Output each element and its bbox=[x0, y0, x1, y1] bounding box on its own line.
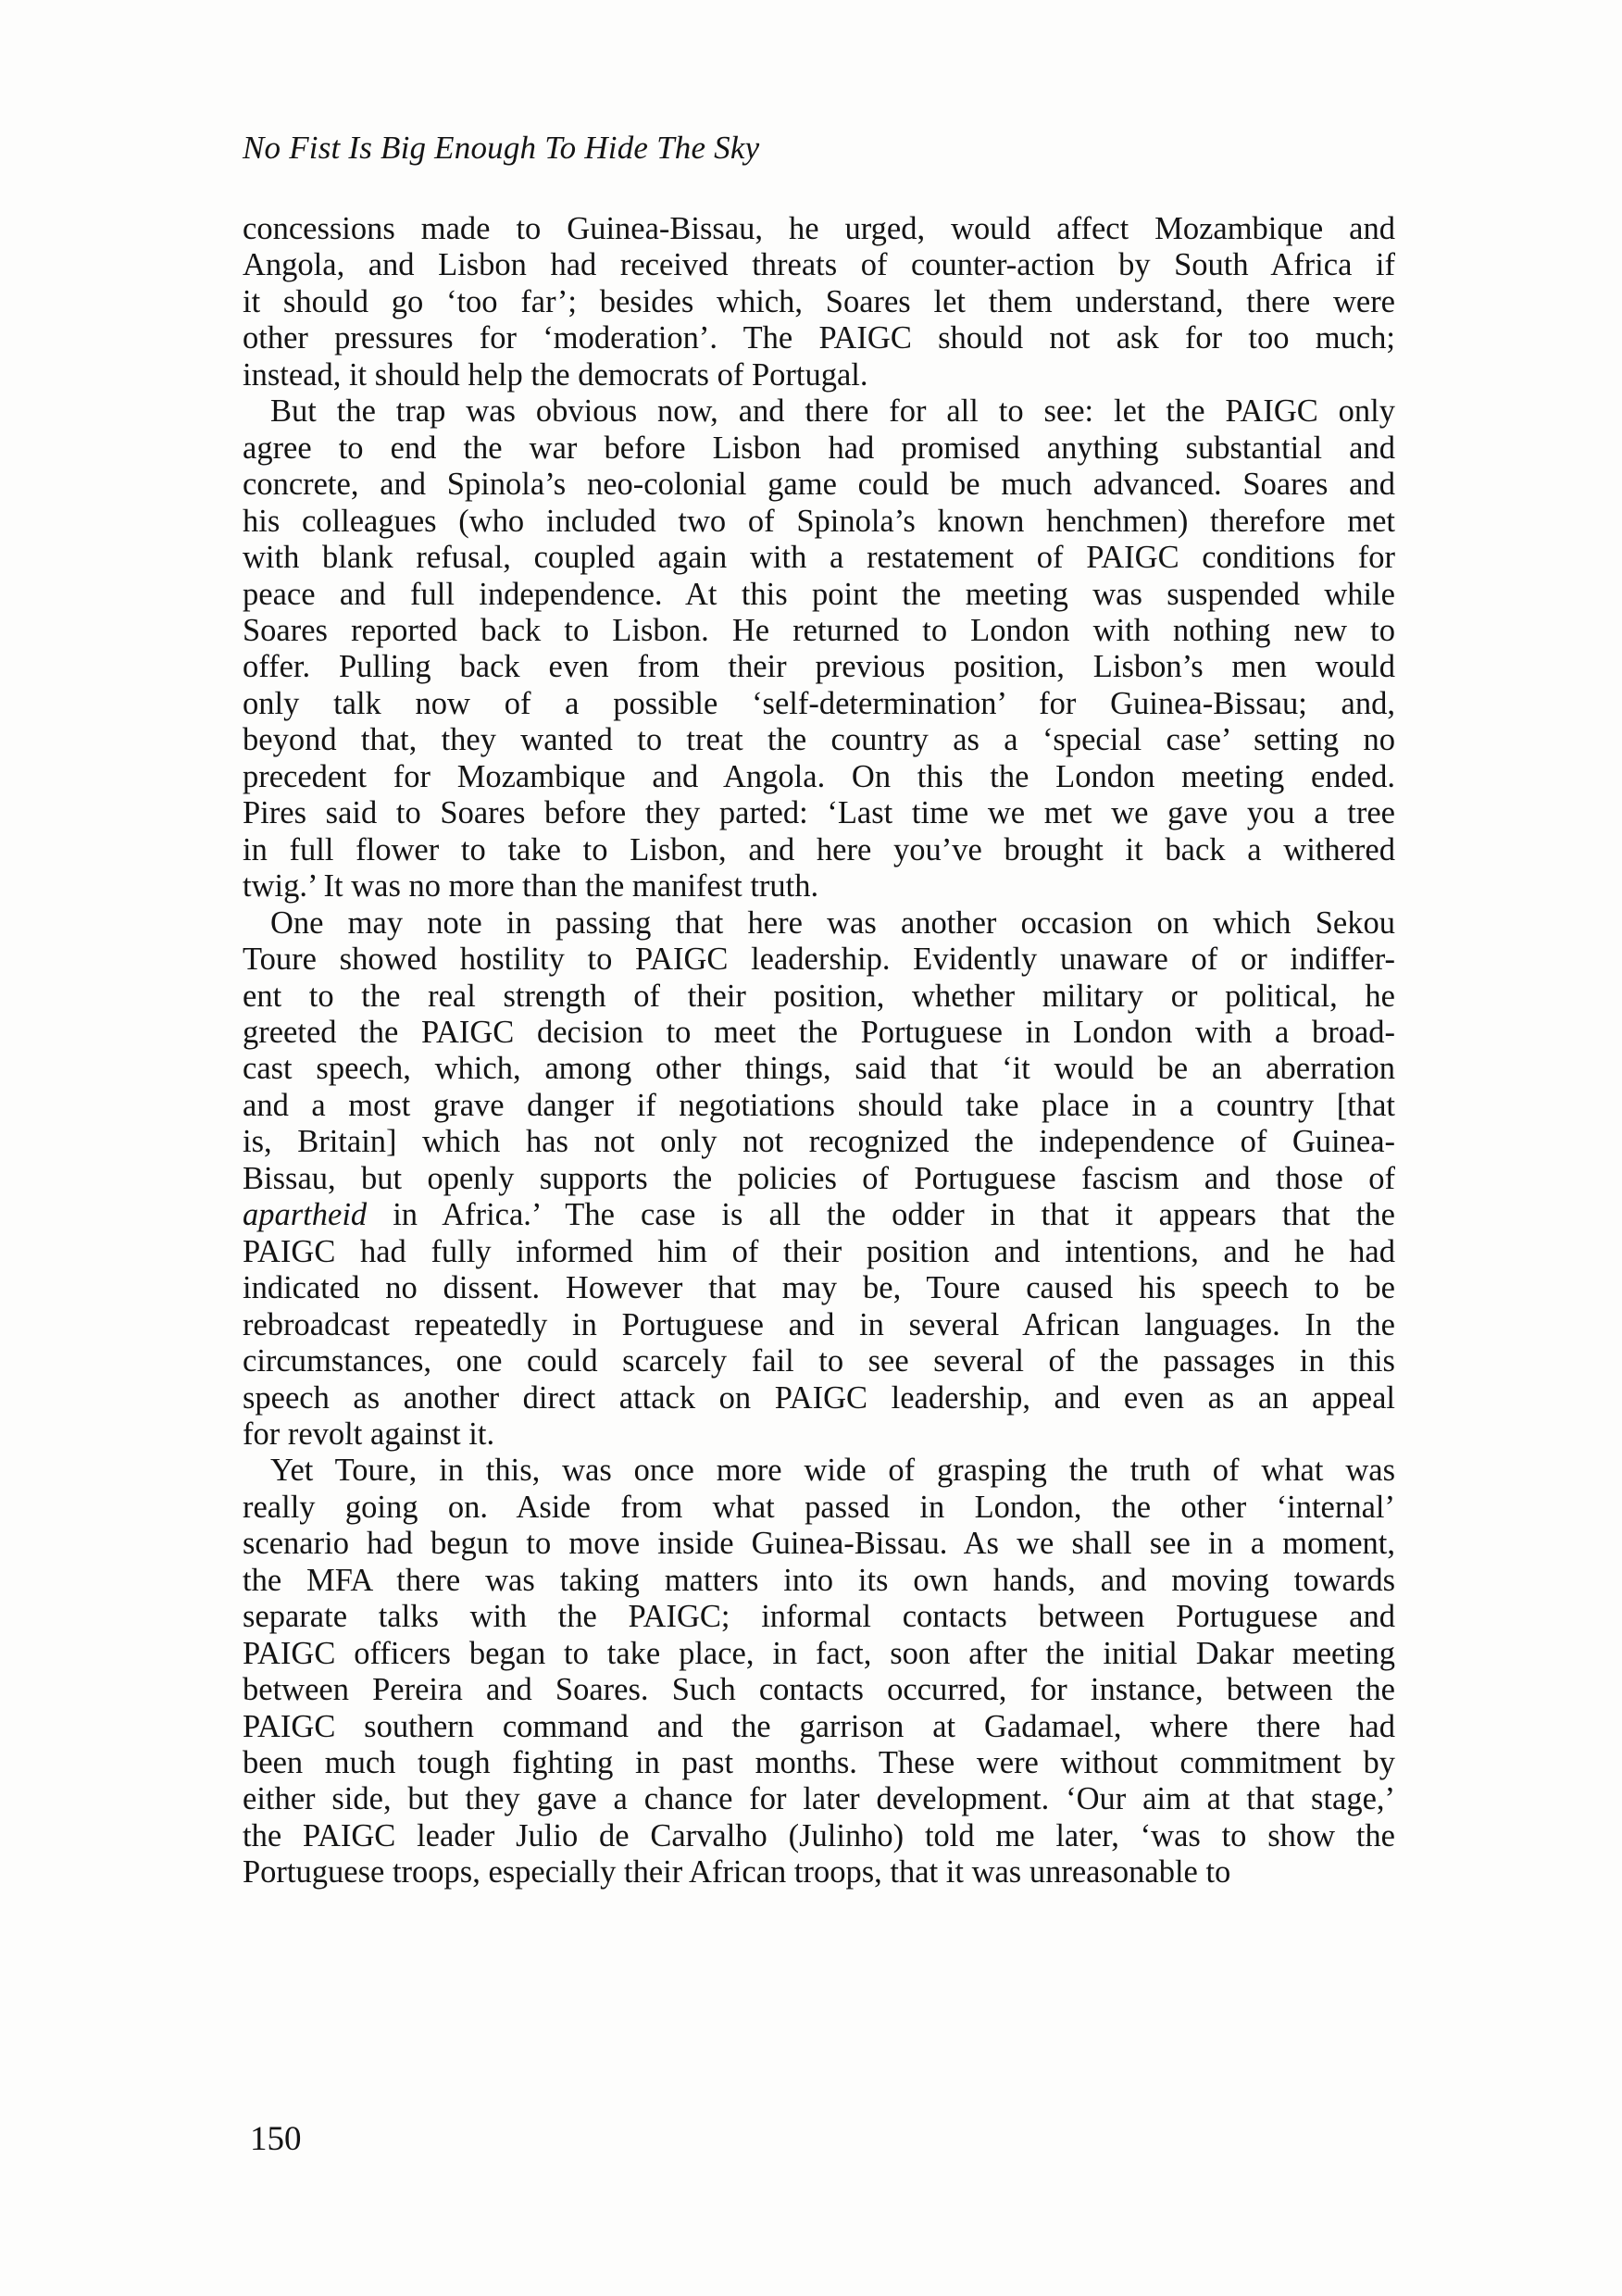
text-line: is, Britain] which has not only not recognized the independence of Guinea- bbox=[243, 1124, 1395, 1160]
text-line: it should go ‘too far’; besides which, Soares let them understand, there were bbox=[243, 283, 1395, 319]
text-line: indicated no dissent. However that may be, Toure caused his speech to be bbox=[243, 1270, 1395, 1306]
text-line: But the trap was obvious now, and there for all to see: let the PAIGC only bbox=[270, 393, 1395, 430]
text-line: speech as another direct attack on PAIGC leadership, and even as an appeal bbox=[243, 1379, 1395, 1416]
running-head: No Fist Is Big Enough To Hide The Sky bbox=[243, 130, 760, 166]
text-line: precedent for Mozambique and Angola. On this the London meeting ended. bbox=[243, 758, 1395, 794]
text-line: and a most grave danger if negotiations should take place in a country [that bbox=[243, 1087, 1395, 1123]
text-line: peace and full independence. At this point the meeting was suspended while bbox=[243, 576, 1395, 612]
text-line: agree to end the war before Lisbon had promised anything substantial and bbox=[243, 430, 1395, 466]
text-line: Portuguese troops, especially their African troops, that it was unreasonable to bbox=[243, 1854, 1231, 1890]
text-line: in full flower to take to Lisbon, and here you’ve brought it back a withered bbox=[243, 831, 1395, 867]
text-line: Angola, and Lisbon had received threats of counter-action by South Africa if bbox=[243, 247, 1395, 283]
text-line: the PAIGC leader Julio de Carvalho (Julinho) told me later, ‘was to show the bbox=[243, 1817, 1395, 1853]
text-line: ent to the real strength of their position, whether military or political, he bbox=[243, 978, 1395, 1014]
text-line: other pressures for ‘moderation’. The PAIGC should not ask for too much; bbox=[243, 320, 1395, 356]
text-line: offer. Pulling back even from their previous position, Lisbon’s men would bbox=[243, 649, 1395, 685]
text-line: really going on. Aside from what passed in London, the other ‘internal’ bbox=[243, 1489, 1395, 1525]
text-line: Yet Toure, in this, was once more wide of grasping the truth of what was bbox=[270, 1453, 1395, 1489]
text-line: separate talks with the PAIGC; informal contacts between Portuguese and bbox=[243, 1599, 1395, 1635]
text-line: Toure showed hostility to PAIGC leadership. Evidently unaware of or indiffer- bbox=[243, 942, 1395, 978]
text-line: been much tough fighting in past months. These were without commitment by bbox=[243, 1745, 1395, 1781]
body-text bbox=[243, 211, 1395, 1891]
text-line: concrete, and Spinola’s neo-colonial game could be much advanced. Soares and bbox=[243, 467, 1395, 503]
text-line: instead, it should help the democrats of Portugal. bbox=[243, 356, 868, 393]
page-number: 150 bbox=[250, 2120, 302, 2158]
text-line: scenario had begun to move inside Guinea-Bissau. As we shall see in a moment, bbox=[243, 1526, 1395, 1562]
text-line: PAIGC officers began to take place, in fact, soon after the initial Dakar meeting bbox=[243, 1635, 1395, 1671]
text-line: greeted the PAIGC decision to meet the Portuguese in London with a broad- bbox=[243, 1014, 1395, 1050]
text-line: PAIGC had fully informed him of their position and intentions, and he had bbox=[243, 1233, 1395, 1269]
text-line: twig.’ It was no more than the manifest truth. bbox=[243, 868, 819, 905]
text-line: cast speech, which, among other things, said that ‘it would be an aberration bbox=[243, 1051, 1395, 1087]
text-line: PAIGC southern command and the garrison at Gadamael, where there had bbox=[243, 1708, 1395, 1744]
emphasis: apartheid bbox=[243, 1197, 368, 1233]
text-line: either side, but they gave a chance for later development. ‘Our aim at that stage,’ bbox=[243, 1781, 1395, 1817]
text-line: only talk now of a possible ‘self-determination’ for Guinea-Bissau; and, bbox=[243, 685, 1395, 721]
text-line: rebroadcast repeatedly in Portuguese and in several African languages. In the bbox=[243, 1306, 1395, 1342]
text-line: One may note in passing that here was another occasion on which Sekou bbox=[270, 905, 1395, 941]
text-line: circumstances, one could scarcely fail to see several of the passages in this bbox=[243, 1343, 1395, 1379]
text-line: Bissau, but openly supports the policies of Portuguese fascism and those of bbox=[243, 1160, 1395, 1196]
text-line: with blank refusal, coupled again with a restatement of PAIGC conditions for bbox=[243, 540, 1395, 576]
text-line: the MFA there was taking matters into its own hands, and moving towards bbox=[243, 1562, 1395, 1598]
text-line: Soares reported back to Lisbon. He returned to London with nothing new to bbox=[243, 612, 1395, 648]
text-line: for revolt against it. bbox=[243, 1416, 495, 1452]
text-line: between Pereira and Soares. Such contacts occurred, for instance, between the bbox=[243, 1672, 1395, 1708]
text-line: beyond that, they wanted to treat the country as a ‘special case’ setting no bbox=[243, 722, 1395, 758]
text-line: concessions made to Guinea-Bissau, he urged, would affect Mozambique and bbox=[243, 211, 1395, 246]
text-line: apartheid in Africa.’ The case is all the odder in that it appears that the bbox=[243, 1197, 1395, 1233]
text-line: Pires said to Soares before they parted: ‘Last time we met we gave you a tree bbox=[243, 795, 1395, 831]
text-line: his colleagues (who included two of Spinola’s known henchmen) therefore met bbox=[243, 503, 1395, 539]
